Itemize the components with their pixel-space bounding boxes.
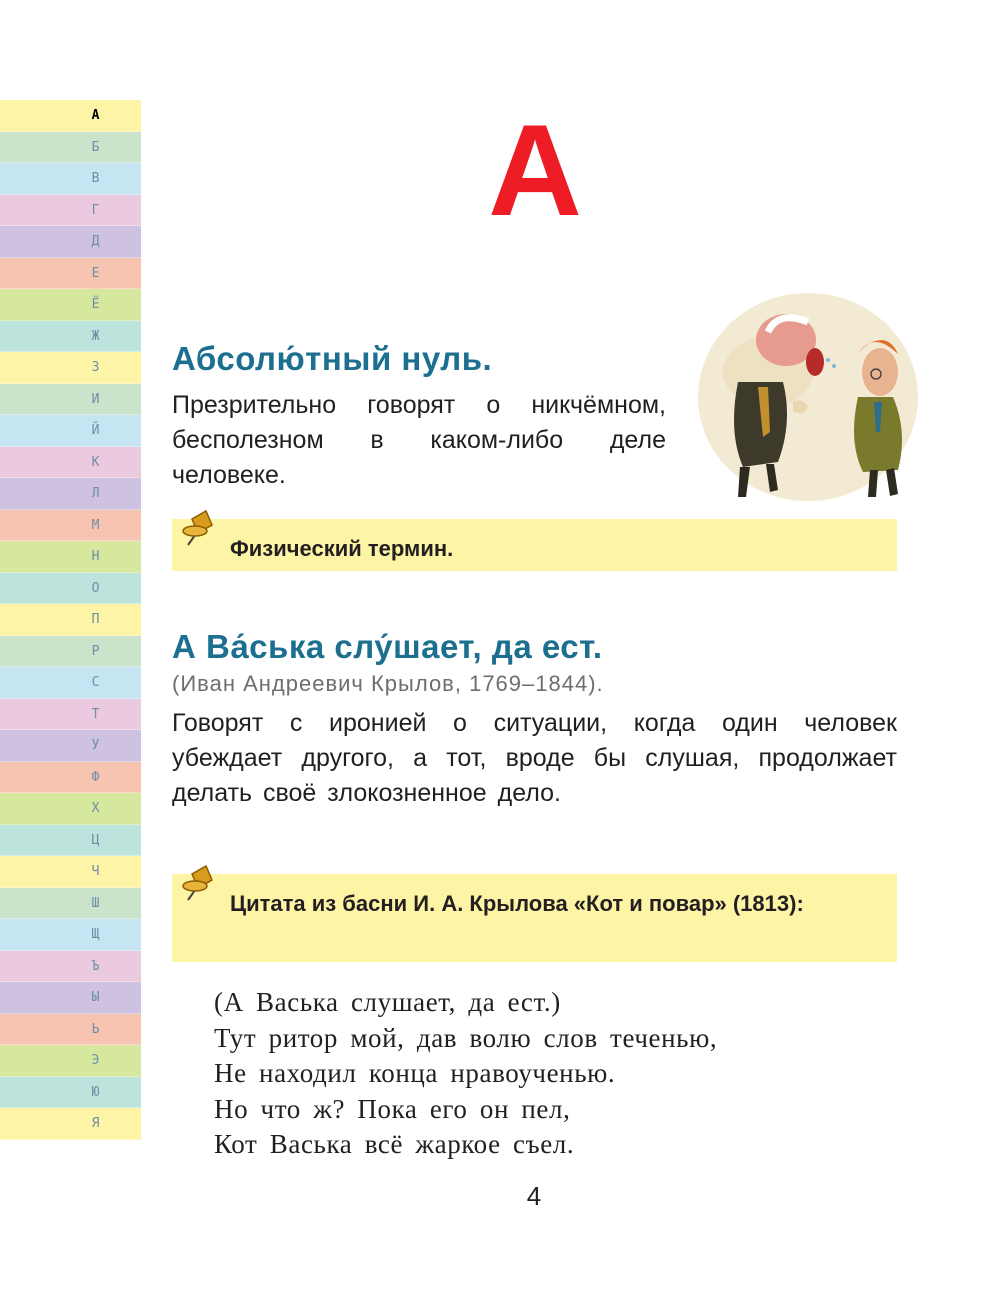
index-letter[interactable]: Ё <box>0 289 141 321</box>
index-letter[interactable]: Й <box>0 415 141 447</box>
index-letter[interactable]: У <box>0 730 141 762</box>
index-letter[interactable]: Х <box>0 793 141 825</box>
pushpin-icon <box>176 860 216 910</box>
index-letter[interactable]: И <box>0 384 141 416</box>
index-letter[interactable]: Б <box>0 132 141 164</box>
index-letter[interactable]: Р <box>0 636 141 668</box>
index-letter[interactable]: Ж <box>0 321 141 353</box>
source-attribution: (Иван Андреевич Крылов, 1769–1844). <box>172 671 604 696</box>
index-letter[interactable]: Г <box>0 195 141 227</box>
definition-2: Говорят с иронией о ситуации, когда один человек убеждает другого, а тот, вроде бы слушая, продолжает делать своё злокозненное дело. <box>172 709 897 807</box>
index-letter[interactable]: Т <box>0 699 141 731</box>
index-letter[interactable]: Ъ <box>0 951 141 983</box>
index-letter[interactable]: Ю <box>0 1077 141 1109</box>
index-letter[interactable]: Ь <box>0 1014 141 1046</box>
index-letter[interactable]: А <box>0 100 141 132</box>
note-text: Физический термин. <box>230 536 454 561</box>
index-letter[interactable]: П <box>0 604 141 636</box>
index-letter[interactable]: Щ <box>0 919 141 951</box>
note-2 <box>172 874 897 962</box>
index-letter[interactable]: С <box>0 667 141 699</box>
index-letter[interactable]: Э <box>0 1045 141 1077</box>
index-letter[interactable]: Ы <box>0 982 141 1014</box>
poem-line: Кот Васька всё жаркое съел. <box>214 1129 575 1159</box>
illustration <box>698 292 920 512</box>
poem-line: Тут ритор мой, дав волю слов теченью, <box>214 1022 718 1053</box>
index-letter[interactable]: К <box>0 447 141 479</box>
index-letter[interactable]: Ч <box>0 856 141 888</box>
quote-poem <box>214 985 717 1163</box>
index-letter[interactable]: В <box>0 163 141 195</box>
index-letter[interactable]: З <box>0 352 141 384</box>
headword-1: Абсолю́тный нуль. <box>172 340 493 377</box>
index-letter[interactable]: Ф <box>0 762 141 794</box>
index-letter[interactable]: М <box>0 510 141 542</box>
page-number: 4 <box>526 1181 542 1211</box>
index-letter[interactable]: Ц <box>0 825 141 857</box>
index-letter[interactable]: Я <box>0 1108 141 1140</box>
index-letter[interactable]: Ш <box>0 888 141 920</box>
headword-2: А Ва́ська слу́шает, да ест. <box>172 628 603 665</box>
poem-line: (А Васька слушает, да ест.) <box>214 987 561 1017</box>
poem-line: Не находил конца нравоученью. <box>214 1058 616 1088</box>
index-letter[interactable]: О <box>0 573 141 605</box>
index-letter[interactable]: Е <box>0 258 141 290</box>
index-letter[interactable]: Д <box>0 226 141 258</box>
poem-line: Но что ж? Пока его он пел, <box>214 1093 571 1124</box>
index-letter[interactable]: Н <box>0 541 141 573</box>
note-text: Цитата из басни И. А. Крылова «Кот и повар» (1813): <box>230 891 804 916</box>
section-letter: А <box>488 97 582 243</box>
index-letter[interactable]: Л <box>0 478 141 510</box>
alphabet-index <box>0 100 141 1140</box>
definition-1: Презрительно говорят о никчёмном, бесполезном в каком-либо деле человеке. <box>172 391 666 489</box>
note-1 <box>172 519 897 571</box>
pushpin-icon <box>176 505 216 555</box>
